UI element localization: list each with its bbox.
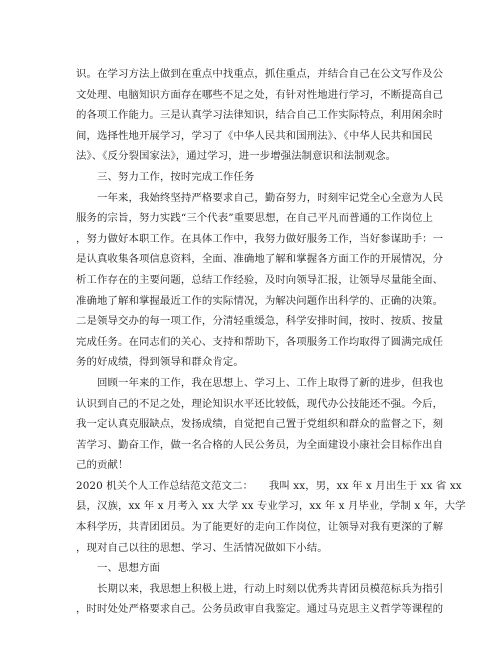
text-line: 苦学习、勤奋工作，做一名合格的人民公务员，为全面建设小康社会目标作出自 [76,438,444,451]
paragraph-start: 回顾一年来的工作，我在思想上、学习上、工作上取得了新的进步，但我也 [97,376,444,389]
text-line: 文处理、电脑知识方面存在哪些不足之处，有针对性地进行学习，不断提高自己 [76,88,444,101]
section-heading: 一、思想方面 [97,562,160,575]
paragraph-start: 长期以来，我思想上积极上进，行动上时刻以优秀共青团员模范标兵为指引 [97,582,444,595]
text-line: 服务的宗旨，努力实践“三个代表”重要思想，在自己平凡而普通的工作岗位上 [76,212,434,225]
text-line: 的各项工作能力。三是认真学习法律知识，结合自己工作实际特点，利用闲余时 [76,109,444,122]
article-title-line: 2020 机关个人工作总结范文范文二： 我叫 xx，男，xx 年 x 月出生于 xx 省 xx [76,479,462,492]
text-line: 是认真收集各项信息资料，全面、准确地了解和掌握各方面工作的开展情况，分 [76,253,444,266]
text-line: 己的贡献！ [76,459,129,472]
text-line: 本科学历，共青团团员。为了能更好的走向工作岗位，让领导对我有更深的了解 [76,521,444,534]
text-line: 识。在学习方法上做到在重点中找重点，抓住重点，并结合自己在公文写作及公 [76,68,444,80]
text-line: 认识到自己的不足之处，理论知识水平还比较低，现代办公技能还不强。今后， [76,397,444,410]
text-line: 完成任务。在同志们的关心、支持和帮助下，各项服务工作均取得了圆满完成任 [76,335,444,348]
text-line: 间，选择性地开展学习，学习了《中华人民共和国刑法》、《中华人民共和国民 [76,129,433,142]
text-line: 二是领导交办的每一项工作，分清轻重缓急，科学安排时间，按时、按质、按量 [76,315,444,328]
text-line: 准确地了解和掌握最近工作的实际情况，为解决问题作出科学的、正确的决策。 [76,294,444,307]
section-heading: 三、努力工作，按时完成工作任务 [97,170,255,183]
text-line: 析工作存在的主要问题，总结工作经验，及时向领导汇报，让领导尽量能全面、 [76,273,444,286]
text-line: 务的好成绩，得到领导和群众肯定。 [76,356,244,369]
text-line: 法》、《反分裂国家法》，通过学习，进一步增强法制意识和法制观念。 [76,150,397,163]
text-line: 县，汉族，xx 年 x 月考入 xx 大学 xx 专业学习，xx 年 x 月毕业，学制 x 年，大学 [76,500,466,513]
text-line: ，努力做好本职工作。在具体工作中，我努力做好服务工作，当好参谋助手：一 [76,232,444,245]
text-line: ，现对自己以往的思想、学习、生活情况做如下小结。 [76,541,328,554]
paragraph-start: 一年来，我始终坚持严格要求自己，勤奋努力，时刻牢记党全心全意为人民 [97,191,444,204]
document-body [76,64,466,620]
text-line: 我一定认真克服缺点，发扬成绩，自觉把自己置于党组织和群众的监督之下，刻 [76,418,444,431]
text-line: ，时时处处严格要求自己。公务员政审自我鉴定。通过马克思主义哲学等课程的 [76,603,444,616]
